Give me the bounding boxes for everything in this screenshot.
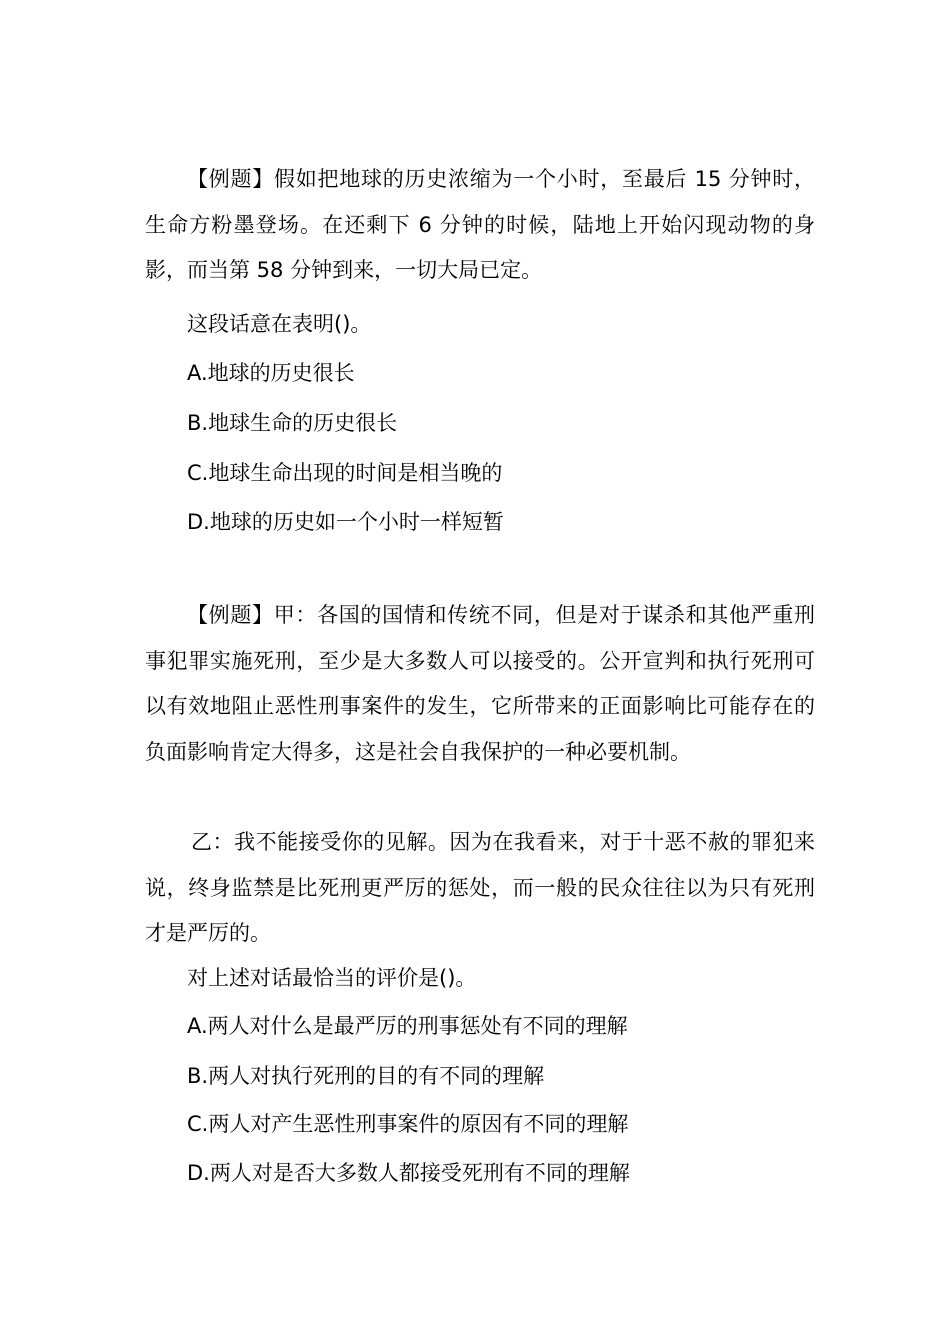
q2-stem-speaker-a: 【例题】甲：各国的国情和传统不同，但是对于谋杀和其他严重刑事犯罪实施死刑，至少是大多数人可以接受的。公开宣判和执行死刑可以有效地阻止恶性刑事案件的发生，它所带来的正面影响比可能存在的负面影响肯定大得多，这是社会自我保护的一种必要机制。: [145, 603, 815, 764]
q2-stem-speaker-b: 乙：我不能接受你的见解。因为在我看来，对于十恶不赦的罪犯来说，终身监禁是比死刑更严厉的惩处，而一般的民众往往以为只有死刑才是严厉的。: [145, 830, 815, 945]
q2-option-d: D.两人对是否大多数人都接受死刑有不同的理解: [187, 1161, 630, 1185]
q1-stem: 【例题】假如把地球的历史浓缩为一个小时，至最后 15 分钟时，生命方粉墨登场。在还剩下 6 分钟的时候，陆地上开始闪现动物的身影，而当第 58 分钟到来，一切大局已定。: [145, 167, 815, 282]
q2-option-c: C.两人对产生恶性刑事案件的原因有不同的理解: [187, 1112, 629, 1136]
q1-option-d: D.地球的历史如一个小时一样短暂: [187, 510, 504, 534]
q1-option-c: C.地球生命出现的时间是相当晚的: [187, 461, 503, 485]
q1-option-a: A.地球的历史很长: [187, 361, 355, 385]
q2-option-b: B.两人对执行死刑的目的有不同的理解: [187, 1064, 545, 1088]
q2-option-a: A.两人对什么是最严厉的刑事惩处有不同的理解: [187, 1014, 628, 1038]
q1-option-b: B.地球生命的历史很长: [187, 411, 398, 435]
q2-question: 对上述对话最恰当的评价是()。: [187, 966, 477, 990]
q1-question: 这段话意在表明()。: [187, 312, 372, 336]
